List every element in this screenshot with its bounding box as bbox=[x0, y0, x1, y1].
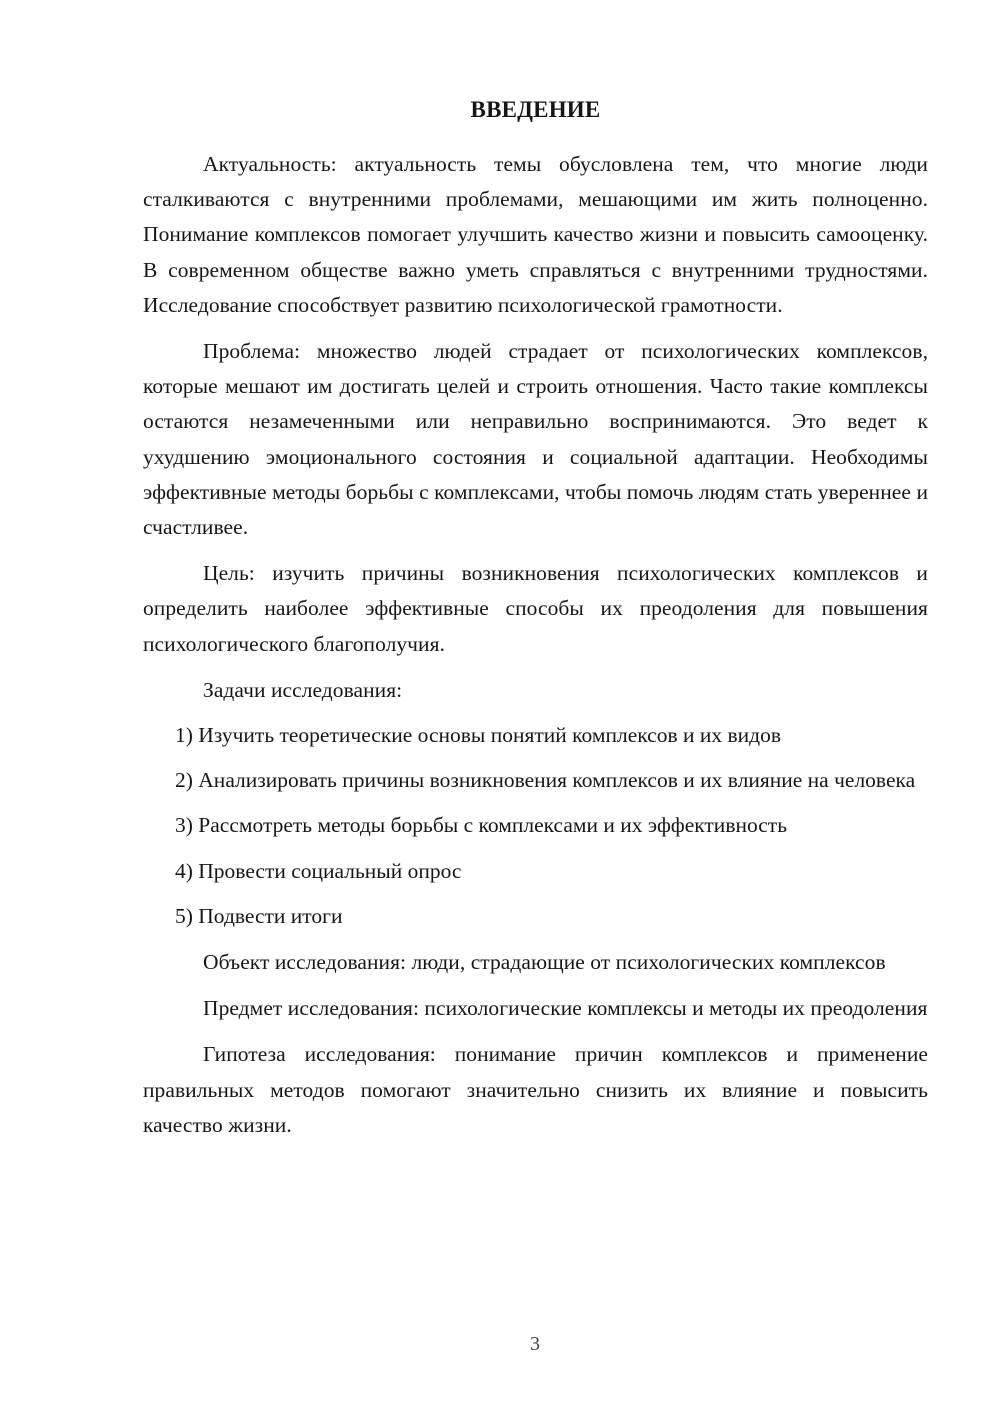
hypothesis-paragraph: Гипотеза исследования: понимание причин комплексов и применение правильных методов помогают значительно снизить их влияние и повысить качество жизни. bbox=[143, 1042, 928, 1137]
task-item-2: 2) Анализировать причины возникновения комплексов и их влияние на человека bbox=[175, 768, 916, 793]
task-item-1: 1) Изучить теоретические основы понятий комплексов и их видов bbox=[175, 723, 781, 748]
problem-paragraph: Проблема: множество людей страдает от психологических комплексов, которые мешают им достигать целей и строить отношения. Часто такие комплексы остаются незамеченными или неправильно воспринимаются. Это ведет к ухудшению эмоционального состояния и социальной адаптации. Необходимы эффективные методы борьбы с комплексами, чтобы помочь людям стать увереннее и счастливее. bbox=[143, 339, 928, 540]
task-item-5: 5) Подвести итоги bbox=[175, 903, 343, 928]
task-item-3: 3) Рассмотреть методы борьбы с комплексами и их эффективность bbox=[175, 813, 788, 838]
tasks-list bbox=[143, 718, 928, 934]
task-item-4: 4) Провести социальный опрос bbox=[175, 858, 462, 883]
tasks-heading: Задачи исследования: bbox=[203, 677, 403, 702]
document-page bbox=[143, 92, 928, 1143]
object-paragraph: Объект исследования: люди, страдающие от психологических комплексов bbox=[203, 950, 886, 975]
relevance-paragraph: Актуальность: актуальность темы обусловлена тем, что многие люди сталкиваются с внутренними проблемами, мешающими им жить полноценно. Понимание комплексов помогает улучшить качество жизни и повысить самооценку. В современном обществе важно уметь справляться с внутренними трудностями. Исследование способствует развитию психологической грамотности. bbox=[143, 152, 928, 317]
goal-paragraph: Цель: изучить причины возникновения психологических комплексов и определить наиболее эффективные способы их преодоления для повышения психологического благополучия. bbox=[143, 561, 928, 656]
page-title: ВВЕДЕНИЕ bbox=[470, 97, 601, 122]
subject-paragraph: Предмет исследования: психологические комплексы и методы их преодоления bbox=[203, 996, 928, 1021]
page-number: 3 bbox=[530, 1333, 540, 1355]
